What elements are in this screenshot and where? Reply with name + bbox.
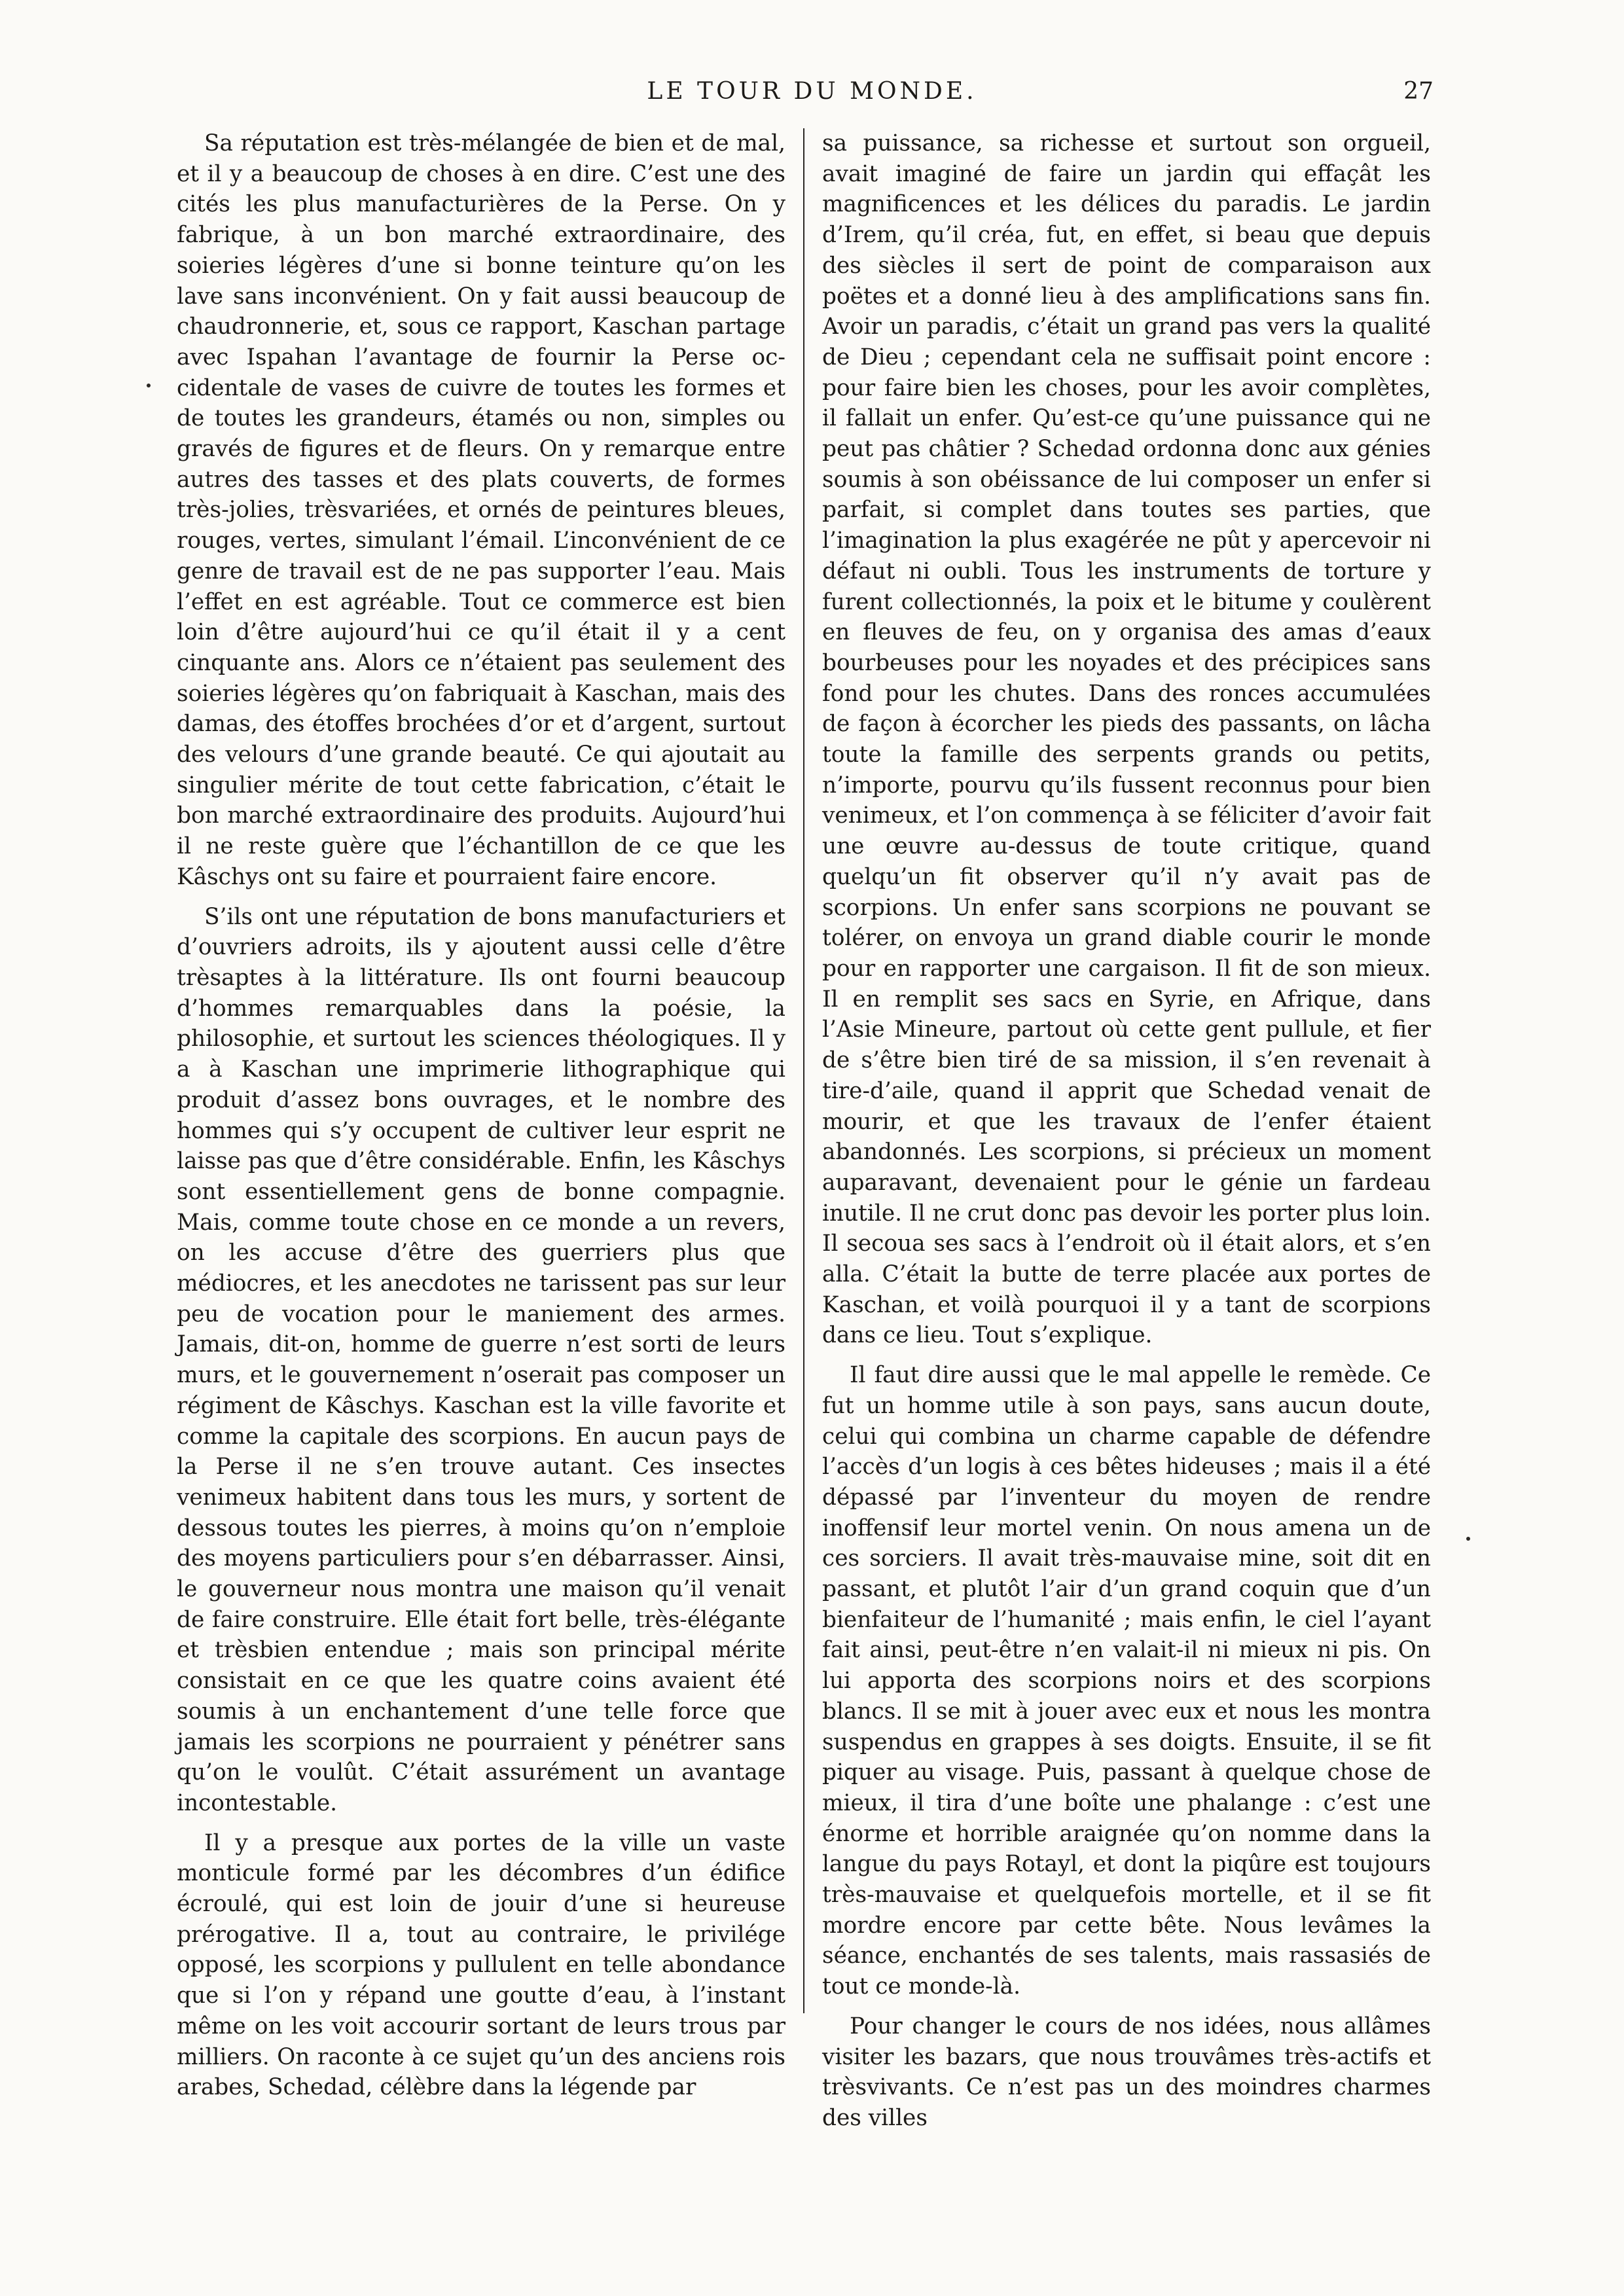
paragraph: Il y a presque aux portes de la ville un vaste monticule formé par les décombres d’un édifice écroulé, qui est loin de jouir d’une si heureuse prérogative. Il a, tout au contraire, le privilége opposé, les scorpions y pullulent en telle abondance que si l’on y répand une goutte d’eau, à l’instant même on les voit accourir sortant de leurs trous par milliers. On raconte à ce sujet qu’un des anciens rois arabes, Schedad, célèbre dans la légende par: [177, 1829, 785, 2101]
paragraph: Sa réputation est très-mélangée de bien et de mal, et il y a beaucoup de choses à en dire. C’est une des cités les plus manufacturières de la Perse. On y fabrique, à un bon marché extraordinaire, des soieries légères d’une si bonne teinture qu’on les lave sans inconvénient. On y fait aussi beaucoup de chaudronnerie, et, sous ce rapport, Kaschan partage avec Ispahan l’avantage de fournir la Perse occidentale de vases de cuivre de toutes les formes et de toutes les grandeurs, étamés ou non, simples ou gravés de figures et de fleurs. On y remarque entre autres des tasses et des plats couverts, de formes très-jolies, trèsvariées, et ornés de peintures bleues, rouges, vertes, simulant l’émail. L’inconvénient de ce genre de travail est de ne pas supporter l’eau. Mais l’effet en est agréable. Tout ce commerce est bien loin d’être aujourd’hui ce qu’il était il y a cent cinquante ans. Alors ce n’étaient pas seulement des soieries légères qu’on fabriquait à Kaschan, mais des damas, des étoffes brochées d’or et d’argent, surtout des velours d’une grande beauté. Ce qui ajoutait au singulier mérite de tout cette fabrication, c’était le bon marché extraordinaire des produits. Aujourd’hui il ne reste guère que l’échantillon de ce que les Kâschys ont su faire et pourraient faire encore.: [177, 130, 785, 890]
running-title: LE TOUR DU MONDE.: [647, 78, 977, 105]
paragraph: Il faut dire aussi que le mal appelle le remède. Ce fut un homme utile à son pays, sans aucun doute, celui qui combina un charme capable de défendre l’accès d’un logis à ces bêtes hideuses ; mais il a été dépassé par l’inventeur du moyen de rendre inoffensif leur mortel venin. On nous amena un de ces sorciers. Il avait très-mauvaise mine, soit dit en passant, et plutôt l’air d’un grand coquin que d’un bienfaiteur de l’humanité ; mais enfin, le ciel l’ayant fait ainsi, peut-être n’en valait-il ni mieux ni pis. On lui apporta des scorpions noirs et des scorpions blancs. Il se mit à jouer avec eux et nous les montra suspendus en grappes à ses doigts. Ensuite, il se fit piquer au visage. Puis, passant à quelque chose de mieux, il tira d’une boîte une phalange : c’est une énorme et horrible araignée qu’on nomme dans la langue du pays Rotayl, et dont la piqûre est toujours très-mauvaise et quelquefois mortelle, et il se fit mordre encore par cette bête. Nous levâmes la séance, enchantés de ses talents, mais rassasiés de tout ce monde-là.: [822, 1362, 1431, 2000]
right-column: [822, 128, 1431, 2131]
page-number: 27: [1403, 78, 1434, 105]
print-speck: [147, 384, 151, 387]
left-column: [177, 128, 785, 2101]
paragraph: sa puissance, sa richesse et surtout son orgueil, avait imaginé de faire un jardin qui effaçât les magnificences et les délices du paradis. Le jardin d’Irem, qu’il créa, fut, en effet, si beau que depuis des siècles il sert de point de comparaison aux poëtes et a donné lieu à des amplifications sans fin. Avoir un paradis, c’était un grand pas vers la qualité de Dieu ; cependant cela ne suffisait point encore : pour faire bien les choses, pour les avoir complètes, il fallait un enfer. Qu’est-ce qu’une puissance qui ne peut pas châtier ? Schedad ordonna donc aux génies soumis à son obéissance de lui composer un enfer si parfait, si complet dans toutes ses parties, que l’imagination la plus exagérée ne pût y apercevoir ni défaut ni oubli. Tous les instruments de torture y furent collectionnés, la poix et le bitume y coulèrent en fleuves de feu, on y organisa des amas d’eaux bourbeuses pour les noyades et des précipices sans fond pour les chutes. Dans des ronces accumulées de façon à écorcher les pieds des passants, on lâcha toute la famille des serpents grands ou petits, n’importe, pourvu qu’ils fussent reconnus pour bien venimeux, et l’on commença à se féliciter d’avoir fait une œuvre au-dessus de toute critique, quand quelqu’un fit observer qu’il n’y avait pas de scorpions. Un enfer sans scorpions ne pouvant se tolérer, on envoya un grand diable courir le monde pour en rapporter une cargaison. Il fit de son mieux. Il en remplit ses sacs en Syrie, en Afrique, dans l’Asie Mineure, partout où cette gent pullule, et fier de s’être bien tiré de sa mission, il s’en revenait à tire-d’aile, quand il apprit que Schedad venait de mourir, et que les travaux de l’enfer étaient abandonnés. Les scorpions, si précieux un moment auparavant, devenaient pour le génie un fardeau inutile. Il ne crut donc pas devoir les porter plus loin. Il secoua ses sacs à l’endroit où il était alors, et s’en alla. C’était la butte de terre placée aux portes de Kaschan, et voilà pourquoi il y a tant de scorpions dans ce lieu. Tout s’explique.: [822, 130, 1431, 1349]
column-divider: [803, 128, 804, 2013]
paragraph: Pour changer le cours de nos idées, nous allâmes visiter les bazars, que nous trouvâmes très-actifs et trèsvivants. Ce n’est pas un des moindres charmes des villes: [822, 2013, 1431, 2131]
paragraph: S’ils ont une réputation de bons manufacturiers et d’ouvriers adroits, ils y ajoutent aussi celle d’être trèsaptes à la littérature. Ils ont fourni beaucoup d’hommes remarquables dans la poésie, la philosophie, et surtout les sciences théologiques. Il y a à Kaschan une imprimerie lithographique qui produit d’assez bons ouvrages, et le nombre des hommes qui s’y occupent de cultiver leur esprit ne laisse pas que d’être considérable. Enfin, les Kâschys sont essentiellement gens de bonne compagnie. Mais, comme toute chose en ce monde a un revers, on les accuse d’être des guerriers plus que médiocres, et les anecdotes ne tarissent pas sur leur peu de vocation pour le maniement des armes. Jamais, dit-on, homme de guerre n’est sorti de leurs murs, et le gouvernement n’oserait pas composer un régiment de Kâschys. Kaschan est la ville favorite et comme la capitale des scorpions. En aucun pays de la Perse il ne s’en trouve autant. Ces insectes venimeux habitent dans tous les murs, y sortent de dessous toutes les pierres, à moins qu’on n’emploie des moyens particuliers pour s’en débarrasser. Ainsi, le gouverneur nous montra une maison qu’il venait de faire construire. Elle était fort belle, très-élégante et trèsbien entendue ; mais son principal mérite consistait en ce que les quatre coins avaient été soumis à un enchantement d’une telle force que jamais les scorpions ne pourraient y pénétrer sans qu’on le voulût. C’était assurément un avantage incontestable.: [177, 903, 785, 1816]
print-speck: [1466, 1537, 1470, 1541]
